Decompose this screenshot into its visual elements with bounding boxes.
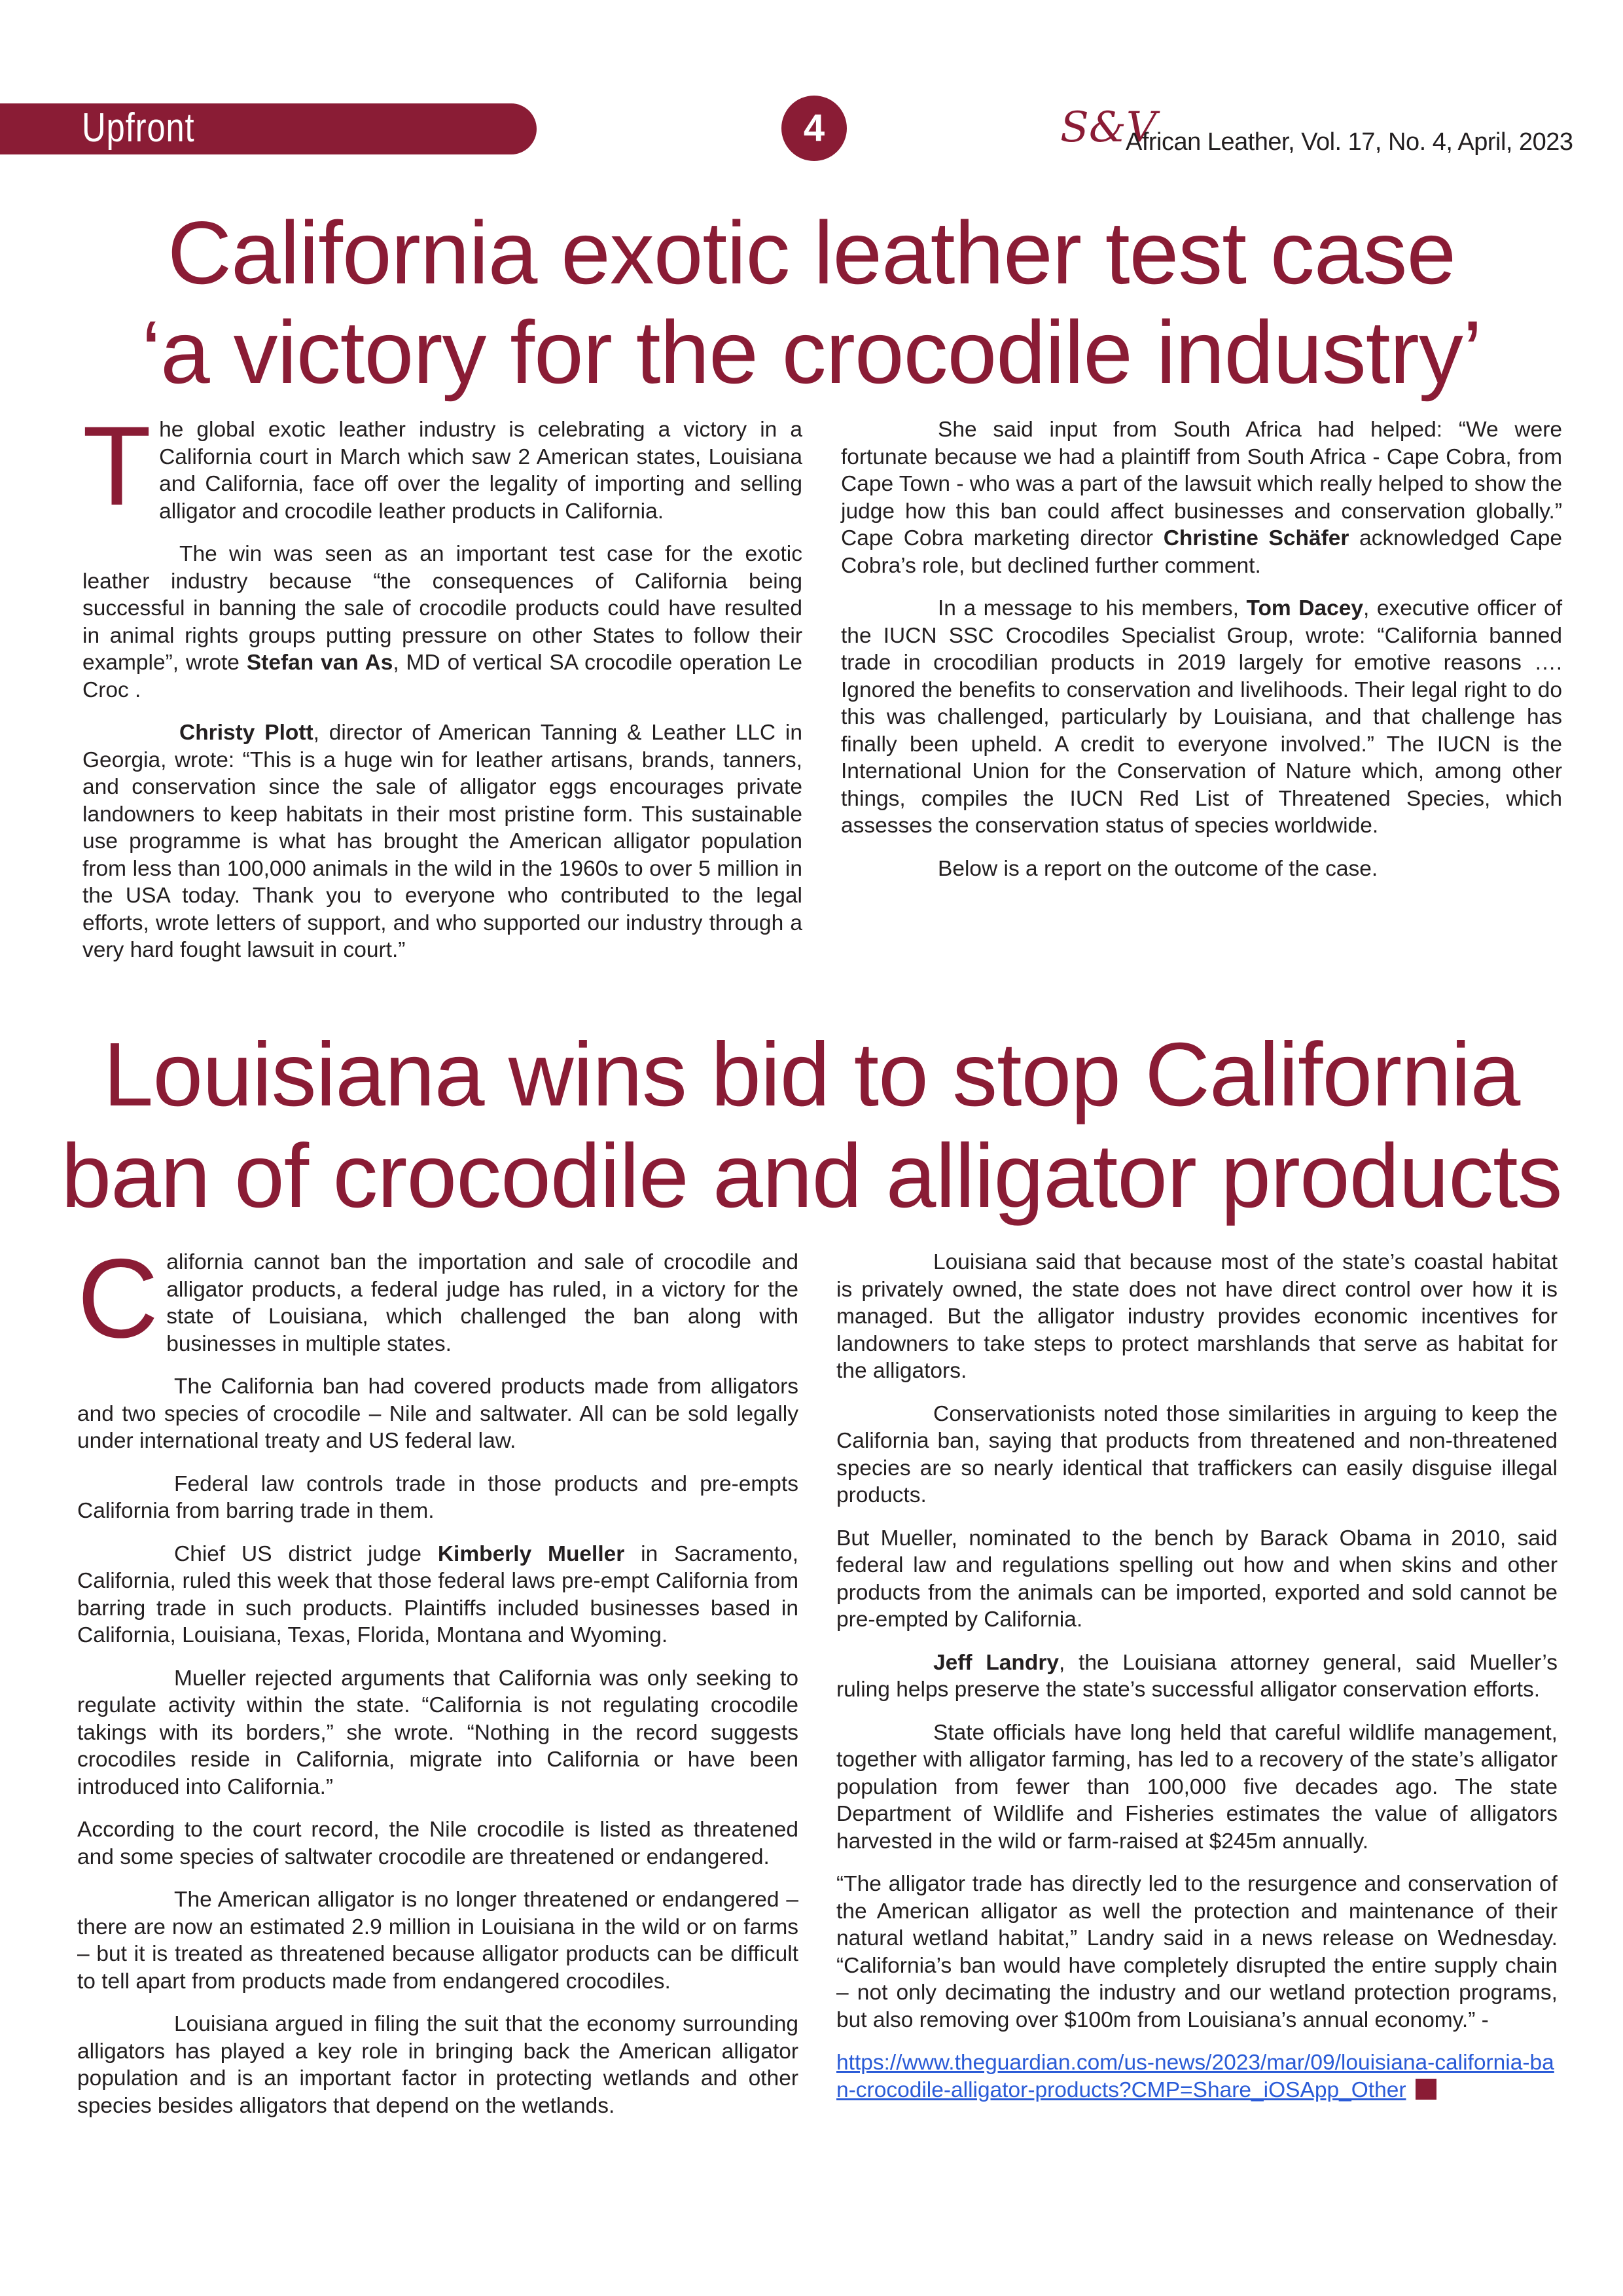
end-of-article-mark — [1416, 2079, 1436, 2100]
article1-paragraph: Below is a report on the outcome of the case. — [938, 856, 1378, 881]
article2-paragraph: Conservationists noted those similarities in arguing to keep the California ban, saying that products from threatened and non-threatened species are so nearly identical that traffickers can easily disguise illegal products. — [836, 1401, 1558, 1507]
drop-cap: T — [82, 403, 152, 529]
article2-column-left — [77, 1236, 798, 2135]
publication-info: African Leather, Vol. 17, No. 4, April, 2023 — [1126, 128, 1573, 156]
article1-headline-line2: ‘a victory for the crocodile industry’ — [141, 302, 1482, 403]
article1-column-right — [841, 416, 1562, 898]
article2-paragraph: State officials have long held that careful wildlife management, together with alligator farming, has led to a recovery of the state’s alligator population from fewer than 100,000 five decades ago. The state Department of Wildlife and Fisheries estimates the value of alligators harvested in the wild or farm-raised at $245m annually. — [836, 1720, 1558, 1854]
article2-paragraph: Chief US district judge Kimberly Mueller in Sacramento, California, ruled this week that those federal laws pre-empt California from barring trade in such products. Plaintiffs included businesses based in California, Louisiana, Texas, Florida, Montana and Wyoming. — [77, 1541, 798, 1647]
person-name: Stefan van As — [246, 651, 393, 675]
source-paragraph — [836, 2049, 1558, 2104]
article2-paragraph: The California ban had covered products made from alligators and two species of crocodile – Nile and saltwater. All can be sold legally under international treaty and US federal law. — [77, 1374, 798, 1453]
person-name: Tom Dacey — [1246, 596, 1363, 620]
article2-paragraph: According to the court record, the Nile crocodile is listed as threatened and some species of saltwater crocodile are threatened or endangered. — [77, 1818, 798, 1869]
article2-paragraph: But Mueller, nominated to the bench by Barack Obama in 2010, said federal law and regulations spelling out how and when skins and other products from the animals can be imported, exported and sold cannot be pre-empted by California. — [836, 1526, 1558, 1632]
article2-column-right — [836, 1249, 1558, 2119]
article2-paragraph: The American alligator is no longer threatened or endangered – there are now an estimated 2.9 million in Louisiana in the wild or on farms – but it is treated as threatened because alligator products can be difficult to tell apart from products made from endangered crocodiles. — [77, 1888, 798, 1994]
person-name: Jeff Landry — [933, 1650, 1060, 1675]
article2-paragraph: “The alligator trade has directly led to the resurgence and conservation of the American alligator as well the protection and maintenance of their natural wetland habitat,” Landry said in a news release on Wednesday. “California’s ban would have completely disrupted the entire supply chain – not only decimating the industry and our wetland protection programs, but also removing over $100m from Louisiana’s annual economy.” - — [836, 1872, 1558, 2032]
publisher-logo: S&V — [1060, 103, 1157, 152]
article2-paragraph: California cannot ban the importation and sale of crocodile and alligator products, a federal judge has ruled, in a victory for the state of Louisiana, which challenged the ban along with businesses in multiple states. — [77, 1236, 798, 1361]
article1-headline-line1: California exotic leather test case — [167, 203, 1456, 302]
article2-headline-line2: ban of crocodile and alligator products — [61, 1125, 1562, 1227]
article1-paragraph: She said input from South Africa had helped: “We were fortunate because we had a plaintiff from South Africa - Cape Cobra, from Cape Town - who was a part of the lawsuit which really helped to show the judge how this ban could affect businesses and conservation globally.” Cape Cobra marketing director Christine Schäfer acknowledged Cape Cobra’s role, but declined further comment. — [841, 418, 1562, 578]
person-name: Kimberly Mueller — [437, 1541, 625, 1566]
page-number: 4 — [781, 96, 847, 161]
article2-headline — [0, 1024, 1623, 1227]
article2-paragraph: Louisiana said that because most of the state’s coastal habitat is privately owned, the state does not have direct control over how it is managed. But the alligator industry provides economic incentives for landowners to take steps to protect marshlands that serve as habitat for the alligators. — [836, 1250, 1558, 1383]
source-link[interactable]: https://www.theguardian.com/us-news/2023/mar/09/louisiana-california-ban-crocodile-alligator-products?CMP=Share_iOSApp_Other — [836, 2051, 1554, 2102]
article2-headline-line1: Louisiana wins bid to stop California — [103, 1024, 1520, 1125]
article2-paragraph: Federal law controls trade in those products and pre-empts California from barring trade in them. — [77, 1471, 798, 1523]
person-name: Christy Plott — [179, 721, 313, 745]
article2-paragraph: Louisiana argued in filing the suit that the economy surrounding alligators has played a key role in bringing back the American alligator population and is an important factor in protecting wetlands and other species besides alligators that depend on the wetlands. — [77, 2012, 798, 2118]
section-label: Upfront — [82, 105, 195, 151]
article1-paragraph: The win was seen as an important test case for the exotic leather industry because “the consequences of California being successful in banning the sale of crocodile products could have resulted in animal rights groups putting pressure on other States to follow their example”, wrote Stefan van As, MD of vertical SA crocodile operation Le Croc . — [82, 542, 803, 702]
article1-paragraph: In a message to his members, Tom Dacey, executive officer of the IUCN SSC Crocodiles Specialist Group, wrote: “California banned trade in crocodilian products in 2019 largely for emotive reasons …. Ignored the benefits to conservation and livelihoods. Their legal right to do this was challenged, particularly by Louisiana, and that challenge has finally been upheld. A credit to everyone involved.” The IUCN is the International Union for the Conservation of Nature which, among other things, compiles the IUCN Red List of Threatened Species, which assesses the conservation status of species worldwide. — [841, 596, 1562, 838]
article1-headline — [0, 203, 1623, 403]
article1-paragraph: Christy Plott, director of American Tanning & Leather LLC in Georgia, wrote: “This is a huge win for leather artisans, brands, tanners, and conservation since the sale of alligator eggs encourages private landowners to keep habitats in their most pristine form. This sustainable use programme is what has brought the American alligator population from less than 100,000 animals in the wild in the 1960s to over 5 million in the USA today. Thank you to everyone who contributed to the legal efforts, wrote letters of support, and who supported our industry through a very hard fought lawsuit in court.” — [82, 721, 803, 962]
person-name: Christine Schäfer — [1163, 526, 1349, 550]
article2-paragraph: Jeff Landry, the Louisiana attorney general, said Mueller’s ruling helps preserve the state’s successful alligator conservation efforts. — [836, 1650, 1558, 1702]
drop-cap: C — [77, 1236, 159, 1361]
article1-paragraph: The global exotic leather industry is celebrating a victory in a California court in March which saw 2 American states, Louisiana and California, face off over the legality of importing and selling alligator and crocodile leather products in California. — [82, 403, 802, 529]
article1-column-left — [82, 403, 803, 980]
article2-paragraph: Mueller rejected arguments that California was only seeking to regulate activity within the state. “California is not regulating crocodile takings with its borders,” she wrote. “Nothing in the record suggests crocodiles reside in California, migrate into California or have been introduced into California.” — [77, 1666, 798, 1799]
section-tab — [0, 103, 537, 154]
